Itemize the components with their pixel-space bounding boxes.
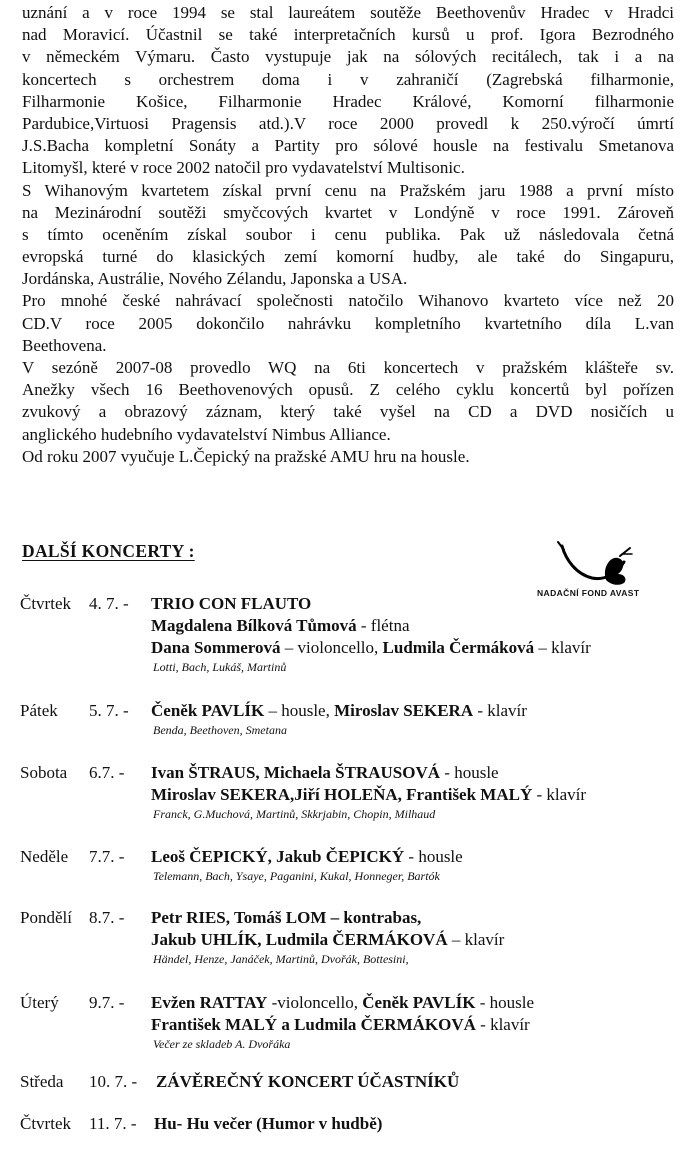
performer-name: Petr RIES, Tomáš LOM – kontrabas, [151,908,422,927]
concert-day: Sobota [20,763,68,782]
bio-line: na Mezinárodní soutěži smyčcových kvartet v Londýně v roce 1991. Zároveň [22,202,674,222]
performer-text [151,907,421,929]
performer-name: Evžen RATTAY [151,993,268,1012]
bio-line: Od roku 2007 vyučuje L.Čepický na pražské AMU hru na housle. [22,446,470,466]
concert-date: 10. 7. - [89,1072,138,1091]
composers-line [0,659,700,675]
bio-line: CD.V roce 2005 dokončilo nahrávku kompletního kvartetního díla L.van [22,313,674,333]
concert-header-row [0,846,700,868]
performer-role: - klavír [473,701,527,720]
performer-name: Leoš ČEPICKÝ, Jakub ČEPICKÝ [151,847,405,866]
composers-list: Večer ze skladeb A. Dvořáka [153,1037,291,1051]
concert-day: Čtvrtek [20,1114,71,1133]
composers-list: Franck, G.Muchová, Martinů, Skkrjabin, Chopin, Milhaud [153,807,436,821]
performer-name: Ivan ŠTRAUS, Michaela ŠTRAUSOVÁ [151,763,441,782]
concert-entry [0,700,700,738]
performer-name: Miroslav SEKERA,Jiří HOLEŇA, František MALÝ [151,785,533,804]
bio-line: Beethovena. [22,335,107,355]
performer-name: Čeněk PAVLÍK [362,993,476,1012]
bio-line: Pro mnohé české nahrávací společnosti natočilo Wihanovo kvarteto více než 20 [22,291,674,311]
performer-role: -violoncello, [267,993,363,1012]
performer-role: – klavír [534,638,591,657]
composers-line [0,951,700,967]
concert-day: Neděle [20,847,69,866]
concert-entry [0,907,700,967]
composers-line [0,722,700,738]
bio-line: Pardubice,Virtuosi Pragensis atd.).V roce 2000 provedl k 250.výročí úmrtí [22,113,674,133]
concert-date: 5. 7. - [89,701,129,720]
performer-text [151,929,504,951]
concert-date: 8.7. - [89,908,125,927]
bio-line: evropská turné do klasických zemí komorní hudby, ale také do Singapuru, [22,247,674,267]
composers-line [0,1036,700,1052]
performer-line [0,637,700,659]
concert-header-row [0,593,700,615]
performer-role: – klavír [447,930,505,949]
biography-text [22,2,674,468]
performer-line [0,784,700,806]
bio-line: s tímto oceněním získal soubor i cenu publika. Pak už následovala četná [22,224,674,244]
logo-caption: NADAČNÍ FOND AVAST [537,588,640,598]
performer-role: - housle [440,763,499,782]
performer-line [0,929,700,951]
concert-day: Pátek [20,701,58,720]
performer-text [151,615,409,637]
concert-entry [0,1113,700,1135]
performer-name: František MALÝ a Ludmila ČERMÁKOVÁ [151,1015,476,1034]
section-heading: DALŠÍ KONCERTY : [22,541,195,561]
bio-line: Anežky všech 16 Beethovenových opusů. Z celého cyklu koncertů byl pořízen [22,380,674,400]
concert-header-row [0,907,700,929]
performer-text [151,700,527,722]
performer-text [151,762,499,784]
performer-name: Čeněk PAVLÍK [151,701,265,720]
bio-line: Filharmonie Košice, Filharmonie Hradec Králové, Komorní filharmonie [22,91,674,111]
concert-entry [0,762,700,822]
concert-date: 4. 7. - [89,594,129,613]
performer-role: - klavír [532,785,587,804]
bio-line: zvukový a obrazový záznam, který také vyšel na CD a DVD nosičích u [22,402,674,422]
bio-line: Jordánska, Austrálie, Nového Zélandu, Japonska a USA. [22,269,408,289]
concert-date: 7.7. - [89,847,125,866]
bio-line: anglického hudebního vydavatelství Nimbus Alliance. [22,424,391,444]
performer-role: - housle [404,847,463,866]
performer-line [0,1014,700,1036]
performer-text [151,1014,530,1036]
composers-list: Lotti, Bach, Lukáš, Martinů [153,660,287,674]
concert-title: ZÁVĚREČNÝ KONCERT ÚČASTNÍKŮ [156,1072,460,1091]
performer-role: - housle [475,993,534,1012]
concert-header-row [0,992,700,1014]
concert-entry [0,992,700,1052]
performer-name: Dana Sommerová [151,638,281,657]
performer-name: Jakub UHLÍK, Ludmila ČERMÁKOVÁ [151,930,448,949]
performer-text [151,992,534,1014]
concert-header-row [0,700,700,722]
concert-header-row [0,1071,700,1093]
concert-date: 6.7. - [89,763,125,782]
composers-list: Händel, Henze, Janáček, Martinů, Dvořák, Bottesini, [153,952,409,966]
performer-text [151,846,463,868]
concert-date: 9.7. - [89,993,125,1012]
performer-name: Ludmila Čermáková [382,638,535,657]
bio-line: koncertech s orchestrem doma i v zahraničí (Zagrebská filharmonie, [22,69,674,89]
bio-line: S Wihanovým kvartetem získal první cenu na Pražském jaru 1988 a první místo [22,180,674,200]
concert-day: Úterý [20,993,59,1012]
performer-line [0,615,700,637]
performer-text [151,637,591,659]
concert-entry [0,593,700,675]
performer-name: Miroslav SEKERA [334,701,474,720]
concert-day: Středa [20,1072,64,1091]
bio-line: nad Moravicí. Účastnil se také interpretačních kursů u prof. Igora Bezrodného [22,25,674,45]
bio-line: v německém Výmaru. Často vystupuje jak na sólových recitálech, tak i a na [22,47,674,67]
concert-header-row [0,1113,700,1135]
performer-text [151,784,586,806]
performer-role: - flétna [356,616,410,635]
concert-title: Hu- Hu večer (Humor v hudbě) [154,1114,383,1133]
bio-line: Litomyšl, které v roce 2002 natočil pro vydavatelství Multisonic. [22,158,465,178]
bio-line: uznání a v roce 1994 se stal laureátem soutěže Beethovenův Hradec v Hradci [22,3,674,22]
performer-role: – housle, [264,701,335,720]
concert-date: 11. 7. - [89,1114,137,1133]
composers-list: Benda, Beethoven, Smetana [153,723,287,737]
performer-name: Magdalena Bílková Tůmová [151,616,357,635]
composers-line [0,806,700,822]
concert-header-row [0,762,700,784]
bio-line: J.S.Bacha kompletní Sonáty a Partity pro sólové housle na festivalu Smetanova [22,136,674,156]
concert-day: Čtvrtek [20,594,71,613]
composers-list: Telemann, Bach, Ysaye, Paganini, Kukal, Honneger, Bartók [153,869,440,883]
concert-day: Pondělí [20,908,72,927]
performer-role: - klavír [475,1015,530,1034]
concert-title: TRIO CON FLAUTO [151,594,312,613]
concert-entry [0,1071,700,1093]
concert-entry [0,846,700,884]
composers-line [0,868,700,884]
bio-line: V sezóně 2007-08 provedlo WQ na 6ti koncertech v pražském klášteře sv. [22,358,674,377]
performer-role: – violoncello, [280,638,383,657]
